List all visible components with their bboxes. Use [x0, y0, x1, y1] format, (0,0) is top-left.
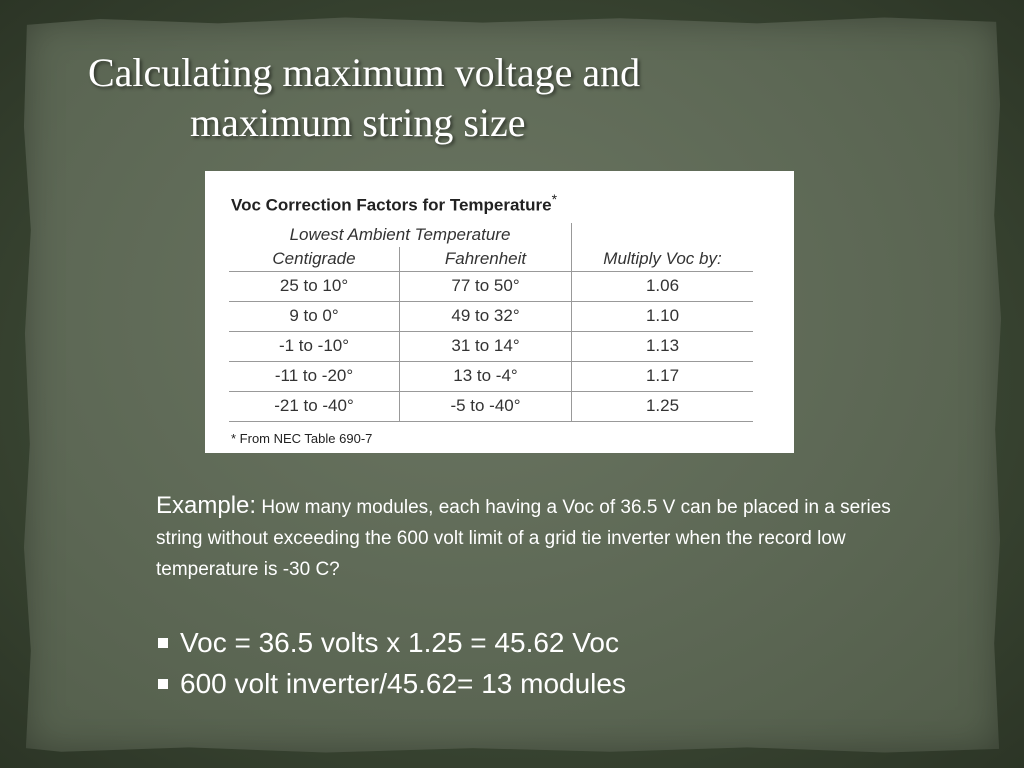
cell-fahrenheit: -5 to -40° — [400, 391, 572, 421]
table-row — [229, 301, 753, 331]
cell-fahrenheit: 13 to -4° — [400, 361, 572, 391]
table-footnote: * From NEC Table 690-7 — [231, 431, 373, 446]
cell-fahrenheit: 31 to 14° — [400, 331, 572, 361]
cell-multiplier: 1.06 — [572, 271, 754, 301]
bullet-text: 600 volt inverter/45.62= 13 modules — [180, 668, 626, 699]
cell-multiplier: 1.25 — [572, 391, 754, 421]
title-line-1: Calculating maximum voltage and — [88, 50, 641, 95]
solution-bullets — [158, 622, 918, 704]
example-lead: Example: — [156, 492, 257, 519]
column-header-centigrade: Centigrade — [229, 247, 400, 271]
cell-centigrade: -11 to -20° — [229, 361, 400, 391]
cell-centigrade: 9 to 0° — [229, 301, 400, 331]
voc-correction-table — [229, 223, 753, 422]
correction-factor-table-image — [205, 171, 794, 453]
title-line-2: maximum string size — [190, 100, 526, 145]
list-item — [158, 663, 918, 704]
table-title-asterisk: * — [551, 191, 558, 207]
bullet-text: Voc = 36.5 volts x 1.25 = 45.62 Voc — [180, 627, 619, 658]
example-question: How many modules, each having a Voc of 36.5 V can be placed in a series string without exceeding the 600 volt limit of a grid tie inverter when the record low temperature is -30 C? — [156, 497, 891, 580]
table-row — [229, 391, 753, 421]
table-title-text: Voc Correction Factors for Temperature — [231, 195, 552, 215]
table-row — [229, 361, 753, 391]
table-title — [231, 191, 557, 216]
table-column-header-row — [229, 247, 753, 271]
column-header-multiplier: Multiply Voc by: — [603, 248, 722, 268]
cell-multiplier: 1.13 — [572, 331, 754, 361]
slide-title — [60, 48, 820, 148]
cell-centigrade: -1 to -10° — [229, 331, 400, 361]
group-header-lowest-ambient: Lowest Ambient Temperature — [229, 223, 572, 247]
table-row — [229, 271, 753, 301]
group-header-empty — [572, 223, 754, 247]
example-paragraph — [156, 490, 936, 585]
square-bullet-icon — [158, 638, 168, 648]
cell-multiplier: 1.17 — [572, 361, 754, 391]
column-header-fahrenheit: Fahrenheit — [400, 247, 572, 271]
table-group-header-row — [229, 223, 753, 247]
cell-fahrenheit: 77 to 50° — [400, 271, 572, 301]
table-row — [229, 331, 753, 361]
square-bullet-icon — [158, 679, 168, 689]
cell-centigrade: -21 to -40° — [229, 391, 400, 421]
cell-fahrenheit: 49 to 32° — [400, 301, 572, 331]
list-item — [158, 622, 918, 663]
cell-multiplier: 1.10 — [572, 301, 754, 331]
cell-centigrade: 25 to 10° — [229, 271, 400, 301]
